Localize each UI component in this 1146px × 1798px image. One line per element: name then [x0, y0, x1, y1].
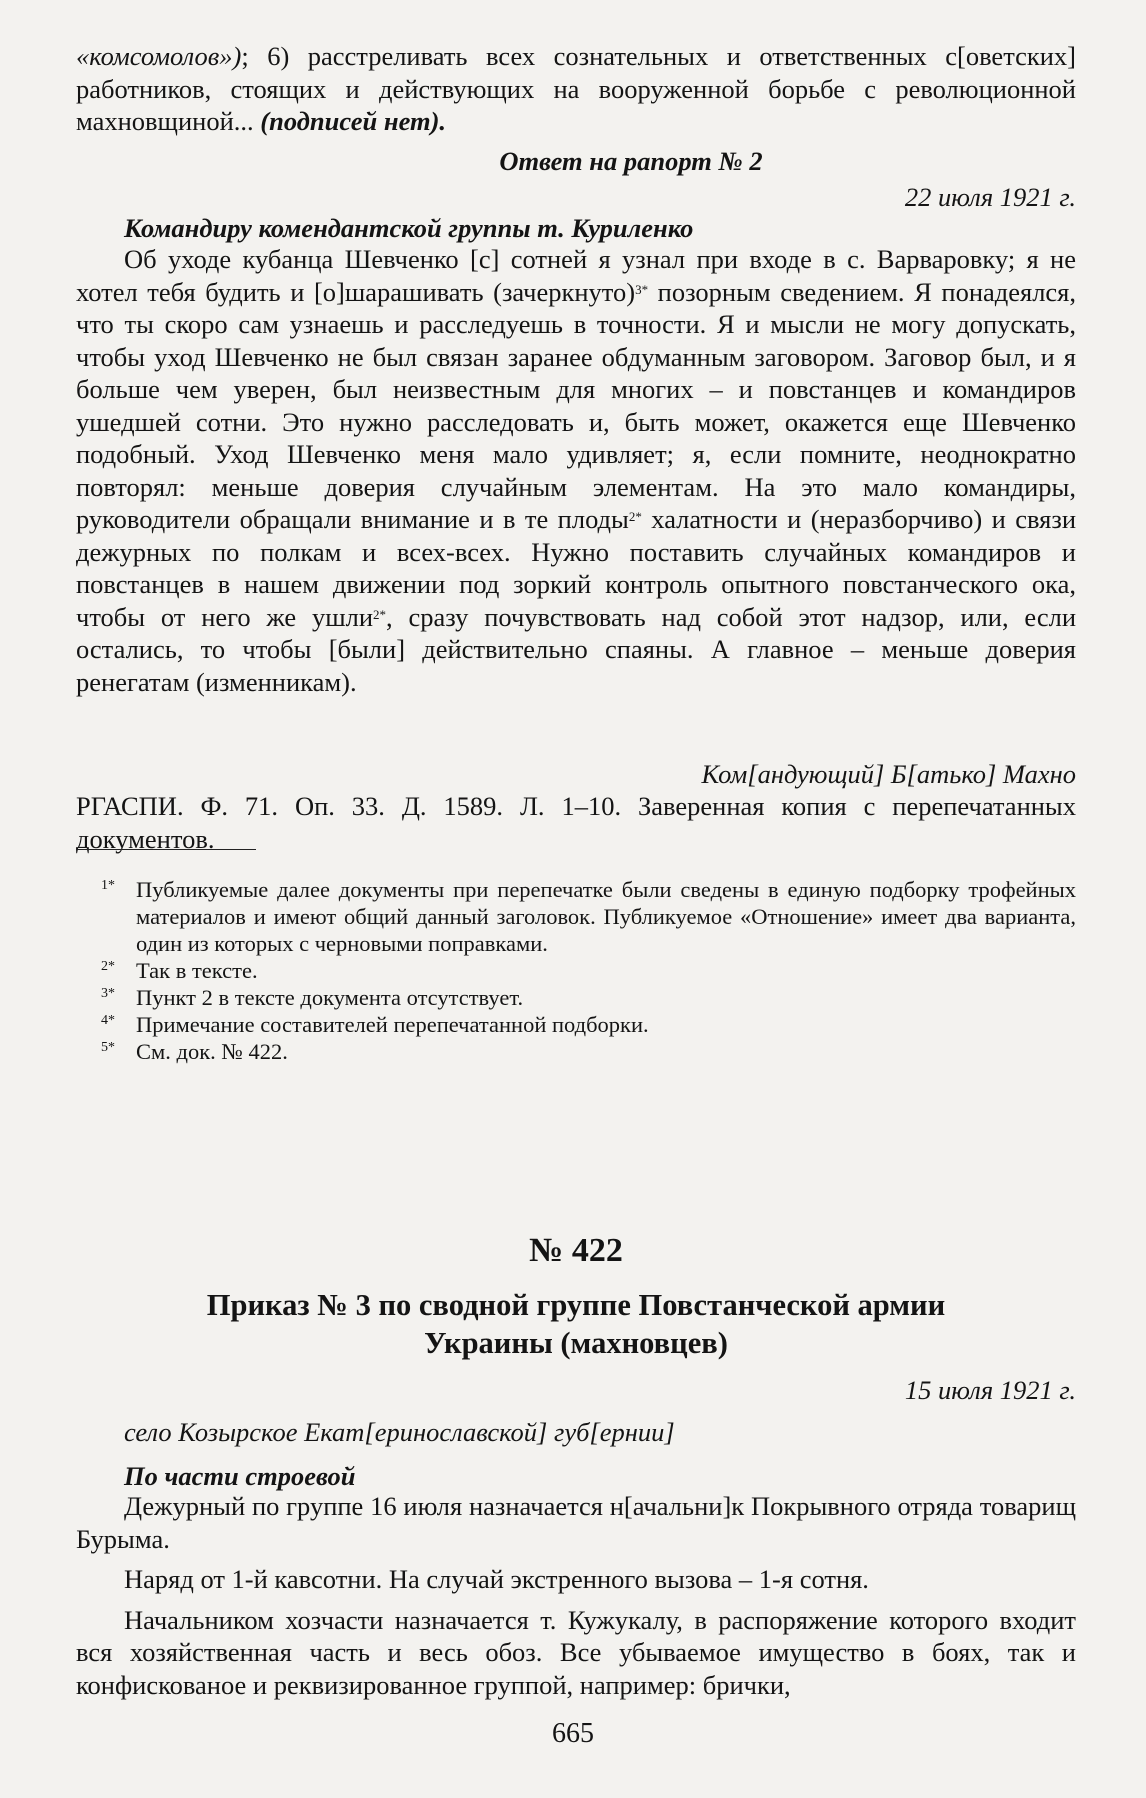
- komsomol-italic: «комсомолов»): [76, 41, 242, 71]
- source-text: РГАСПИ. Ф. 71. Оп. 33. Д. 1589. Л. 1–10. Заверенная копия с перепечатанных документов.: [76, 791, 1076, 854]
- body-text-2: позорным сведением. Я понадеялся, что ты скоро сам узнаешь и расследуешь в точности. Я и мысли не могу допускать, чтобы уход Шевченко не был связан заранее обдуманным заговором. Заговор был, и я больше чем уверен, был неизвестным для многих – и повстанцев и командиров ушедшей сотни. Это нужно расследовать и, быть может, окажется еще Шевченко подобный. Уход Шевченко меня мало удивляет; я, если помните, неоднократно повторял: меньше доверия случайным элементам. На это мало командиры, руководители обращали внимание и в те плоды: [76, 276, 1076, 534]
- document-title: [76, 1286, 1076, 1362]
- footnote: [76, 957, 1076, 984]
- paragraph: Наряд от 1-й кавсотни. На случай экстренного вызова – 1-я сотня.: [124, 1564, 869, 1594]
- footnote-text: См. док. № 422.: [136, 1039, 288, 1064]
- footnote-mark: 4*: [101, 1013, 115, 1028]
- footnote-text: Примечание составителей перепечатанной подборки.: [136, 1012, 649, 1037]
- footnote-ref-3: 3*: [635, 281, 649, 297]
- footnote-mark: 3*: [101, 986, 115, 1001]
- body-text-3: халатности и (неразборчиво) и связи дежурных по полкам и всех-всех. Нужно поставить случайных командиров и повстанцев в нашем движении под зоркий контроль опытного повстанческого ока, чтобы от него же ушли: [76, 504, 1077, 632]
- footnote-ref-2a: 2*: [628, 509, 642, 524]
- footnote: [76, 1038, 1076, 1065]
- continuation-text: ; 6) расстреливать всех сознательных и ответственных с[оветских] работников, стоящих и действующих на вооруженной борьбе с революционной махновщиной...: [76, 41, 1076, 136]
- document-place: село Козырское Екат[еринославской] губ[ернии]: [124, 1417, 675, 1447]
- footnote-text: Пункт 2 в тексте документа отсутствует.: [136, 985, 524, 1010]
- page-number: 665: [552, 1718, 594, 1749]
- paragraph: Начальником хозчасти назначается т. Кужукалу, в распоряжение которого входит вся хозяйственная часть и весь обоз. Все убываемое имущество в боях, так и конфискованое и реквизированное группой, например: брички,: [76, 1604, 1076, 1700]
- document-number: № 422: [529, 1232, 623, 1269]
- footnote: [76, 876, 1076, 957]
- document-body: [76, 1490, 1076, 1701]
- body-text-1: Об уходе кубанца Шевченко [с] сотней я узнал при входе в с. Варваровку; я не хотел тебя будить и [о]шарашивать (зачеркнуто): [76, 244, 1076, 307]
- no-signatures-note: (подписей нет).: [260, 106, 447, 136]
- document-date: 15 июля 1921 г.: [904, 1375, 1076, 1405]
- footnote-text: Публикуемые далее документы при перепечатке были сведены в единую подборку трофейных материалов и имеют общий данный заголовок. Публикуемое «Отношение» имеет два варианта, один из которых с черновыми поправками.: [136, 877, 1076, 956]
- footnote-mark: 2*: [101, 959, 115, 974]
- footnote-mark: 5*: [101, 1040, 115, 1055]
- footnote-mark: 1*: [101, 878, 115, 893]
- title-line-1: Приказ № 3 по сводной группе Повстанческой армии: [206, 1288, 946, 1322]
- answer-date: 22 июля 1921 г.: [904, 182, 1076, 212]
- section-heading: По части строевой: [124, 1461, 356, 1491]
- footnote-text: Так в тексте.: [136, 958, 258, 983]
- continuation-paragraph: [76, 40, 1076, 138]
- footnotes: [76, 876, 1076, 1065]
- footnote-ref-2b: 2*: [373, 606, 387, 622]
- answer-body: [76, 243, 1076, 698]
- addressee: Командиру комендантской группы т. Куриленко: [124, 213, 694, 243]
- footnote-divider: [76, 849, 256, 850]
- archive-source: [76, 790, 1076, 855]
- signature: Ком[андующий] Б[атько] Махно: [701, 759, 1076, 789]
- title-line-2: Украины (махновцев): [424, 1326, 728, 1360]
- paragraph: Дежурный по группе 16 июля назначается н[ачальни]к Покрывного отряда товарищ Бурыма.: [76, 1491, 1076, 1554]
- footnote: [76, 984, 1076, 1011]
- footnote: [76, 1011, 1076, 1038]
- body-text-4: , сразу почувствовать над собой этот надзор, или, если остались, то чтобы [были] действительно спаяны. А главное – меньше доверия ренегатам (изменникам).: [76, 601, 1076, 697]
- answer-title: Ответ на рапорт № 2: [499, 146, 763, 176]
